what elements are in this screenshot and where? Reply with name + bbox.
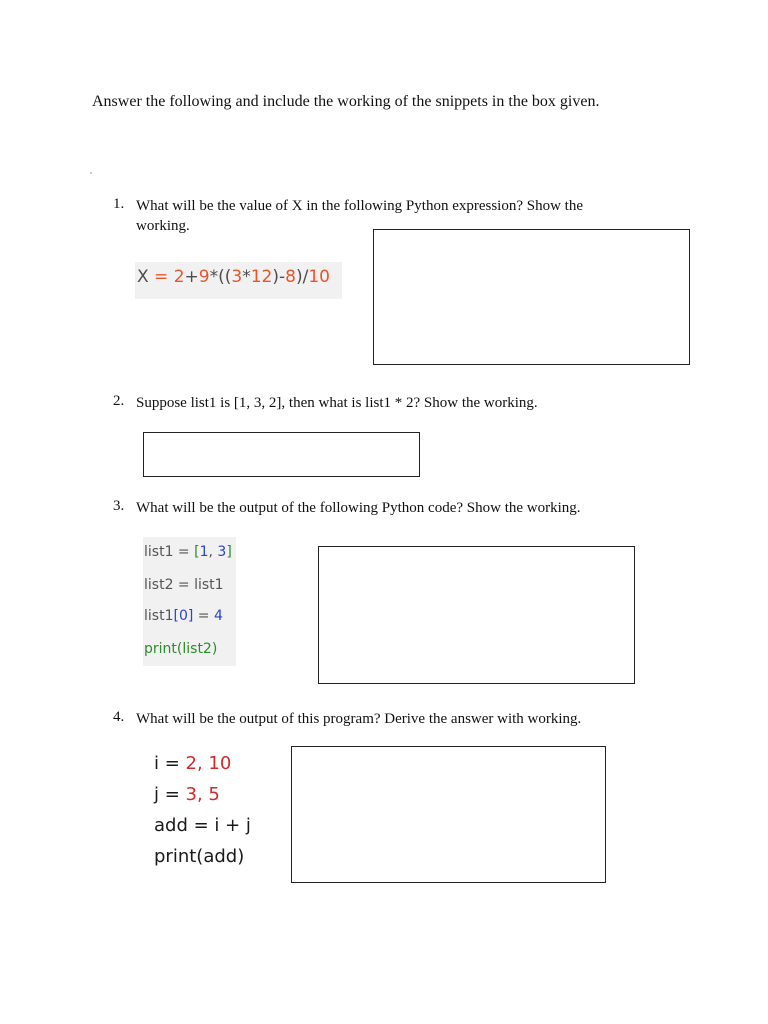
- q3-line-3: [144, 608, 223, 624]
- q3-line-1: [144, 544, 232, 560]
- question-1-code-snippet: [135, 262, 342, 299]
- question-1-text-line2: working.: [136, 218, 190, 234]
- q1-op1: *((: [209, 267, 232, 287]
- q3-l1-value-2: 3: [217, 544, 227, 560]
- q1-n3: 3: [231, 267, 243, 287]
- q4-line-2: [154, 784, 220, 805]
- question-1-answer-box[interactable]: [373, 229, 690, 365]
- question-1-text-line1: What will be the value of X in the following Python expression? Show the: [136, 198, 584, 214]
- q3-line-2: list2 = list1: [144, 577, 224, 593]
- q3-l1-value-1: 1: [199, 544, 209, 560]
- q3-l3-var: list1: [144, 608, 174, 624]
- question-3-code-snippet: [143, 537, 236, 666]
- question-4-code-snippet: [150, 748, 290, 878]
- q4-line-4: print(add): [154, 846, 245, 867]
- q1-var: X: [137, 267, 149, 287]
- q4-l1-var: i =: [154, 753, 186, 774]
- question-4-number: 4.: [113, 709, 125, 725]
- q3-l3-index: [0]: [173, 608, 194, 624]
- q3-l3-value: 4: [213, 608, 223, 624]
- question-4-text: What will be the output of this program? Derive the answer with working.: [136, 711, 582, 727]
- question-3-answer-box[interactable]: [318, 546, 635, 684]
- q3-line-4: [144, 641, 217, 657]
- instructions-heading: Answer the following and include the working of the snippets in the box given.: [92, 93, 600, 110]
- question-1-number: 1.: [113, 196, 125, 212]
- q3-l1-bracket-open: [: [194, 544, 200, 560]
- question-3-number: 3.: [113, 498, 125, 514]
- question-4-answer-box[interactable]: [291, 746, 606, 883]
- q1-n12: 12: [250, 267, 273, 287]
- question-2-number: 2.: [113, 393, 125, 409]
- question-2-answer-box[interactable]: [143, 432, 420, 477]
- q3-l1-bracket-close: ]: [226, 544, 232, 560]
- stray-dot: [90, 172, 92, 174]
- q1-plus: +: [184, 267, 199, 287]
- q3-l4-func: print: [144, 641, 177, 657]
- q1-n9: 9: [198, 267, 210, 287]
- q1-star: *: [242, 267, 251, 287]
- q1-op2: )-: [272, 267, 286, 287]
- q1-n8: 8: [285, 267, 296, 287]
- q3-l3-eq: =: [193, 608, 214, 624]
- q3-l4-args: (list2): [176, 641, 218, 657]
- q1-n10: 10: [308, 267, 330, 287]
- question-2-text: Suppose list1 is [1, 3, 2], then what is list1 * 2? Show the working.: [136, 395, 538, 411]
- q4-line-3: add = i + j: [154, 815, 251, 836]
- q1-eq: =: [148, 267, 174, 287]
- question-3-text: What will be the output of the following Python code? Show the working.: [136, 500, 581, 516]
- q4-line-1: [154, 753, 231, 774]
- q1-expression: [137, 267, 330, 287]
- q4-l1-values: 2, 10: [185, 753, 232, 774]
- q4-l2-var: j =: [154, 784, 186, 805]
- q1-n2: 2: [173, 267, 185, 287]
- q1-op3: )/: [295, 267, 309, 287]
- q3-l1-comma: ,: [208, 544, 218, 560]
- q3-l1-text: list1 =: [144, 544, 195, 560]
- q4-l2-values: 3, 5: [185, 784, 220, 805]
